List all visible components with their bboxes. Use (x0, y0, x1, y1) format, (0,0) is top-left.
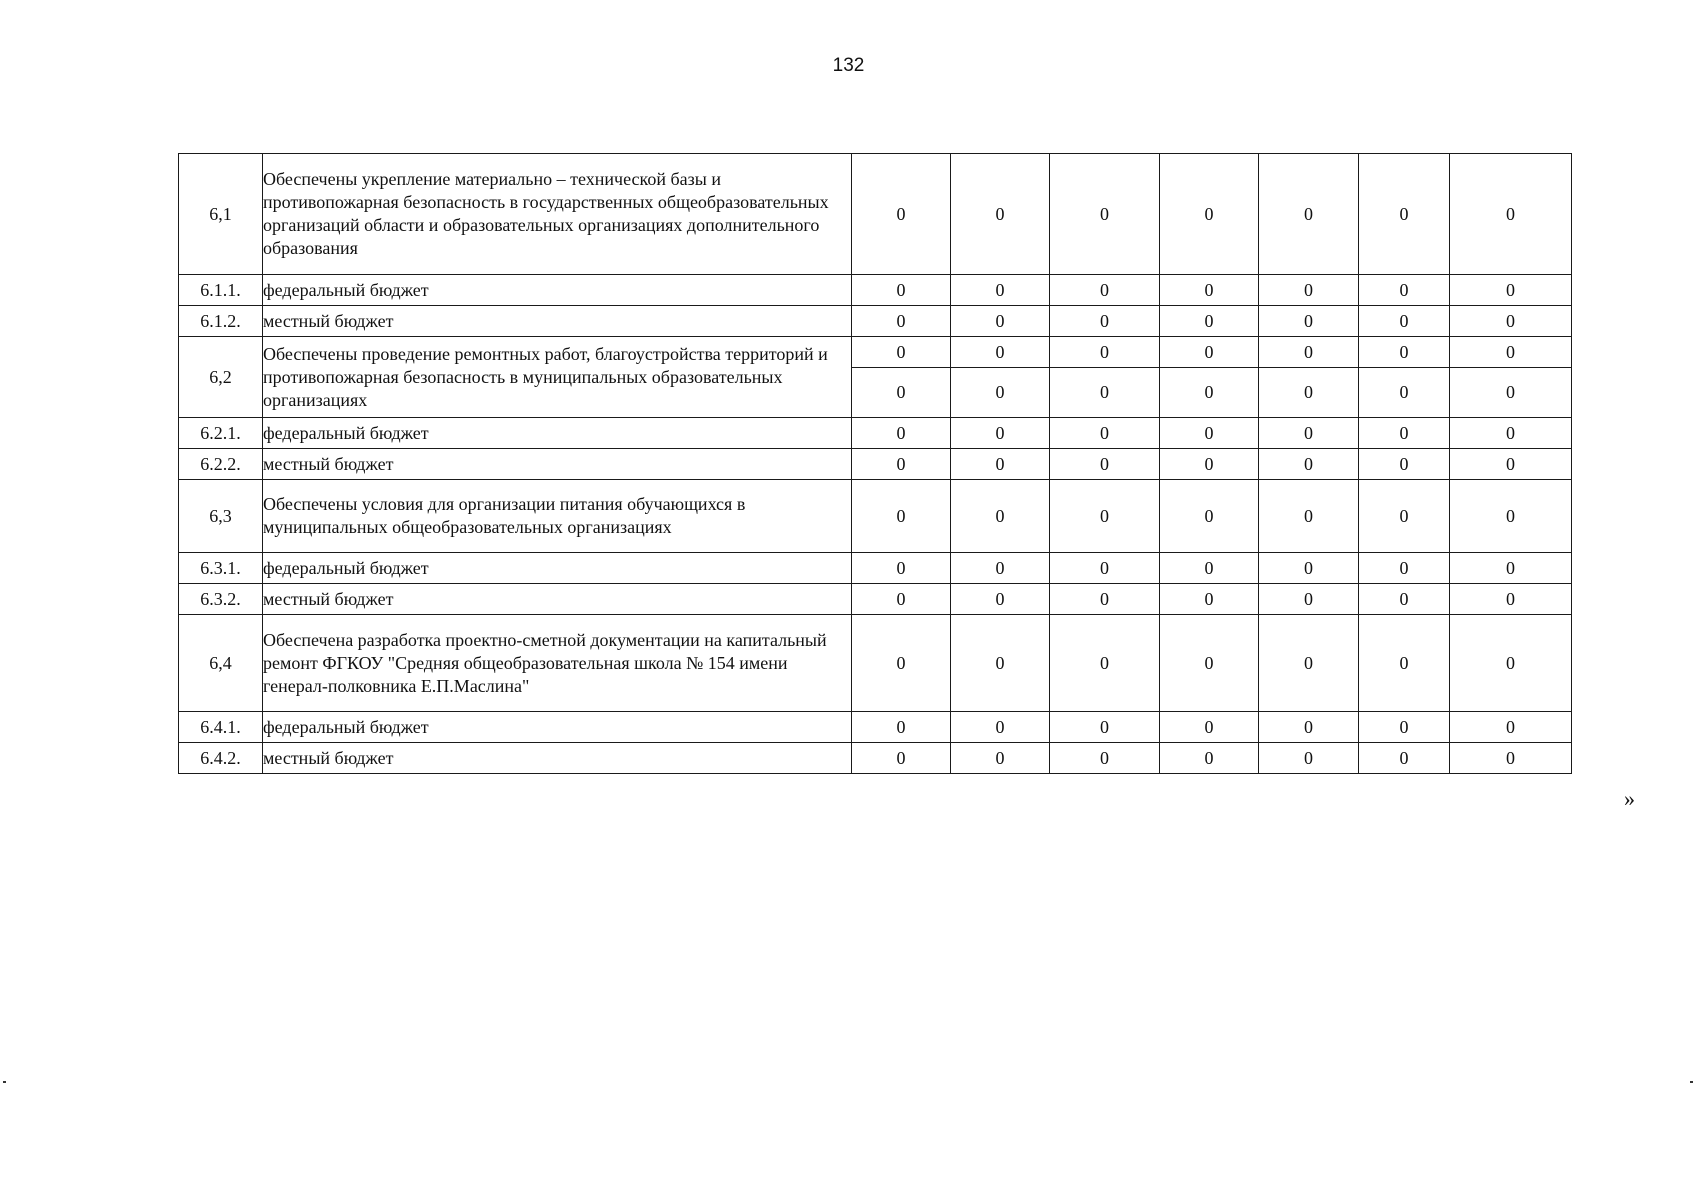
row-number: 6,3 (179, 480, 263, 553)
value-cell: 0 (1259, 712, 1359, 743)
value-cell: 0 (951, 154, 1050, 275)
value-cell: 0 (1450, 480, 1572, 553)
value-cell: 0 (1450, 154, 1572, 275)
value-cell: 0 (1450, 275, 1572, 306)
table-row (179, 337, 1572, 368)
value-cell: 0 (1450, 712, 1572, 743)
row-number: 6.4.2. (179, 743, 263, 774)
value-cell: 0 (852, 615, 951, 712)
row-number: 6.1.1. (179, 275, 263, 306)
value-cell: 0 (852, 743, 951, 774)
page-number: 132 (832, 55, 865, 76)
row-number: 6.3.2. (179, 584, 263, 615)
value-cell: 0 (1050, 449, 1160, 480)
value-cell: 0 (852, 337, 951, 368)
value-cell: 0 (1050, 275, 1160, 306)
table-body (179, 154, 1572, 774)
value-cell: 0 (1359, 480, 1450, 553)
value-cell: 0 (1160, 553, 1259, 584)
row-description: Обеспечены условия для организации питания обучающихся в муниципальных общеобразовательных организациях (263, 480, 852, 553)
value-cell: 0 (1259, 615, 1359, 712)
table-row (179, 275, 1572, 306)
value-cell: 0 (1160, 275, 1259, 306)
value-cell: 0 (852, 368, 951, 418)
value-cell: 0 (852, 449, 951, 480)
value-cell: 0 (1259, 553, 1359, 584)
table-row (179, 584, 1572, 615)
value-cell: 0 (1160, 449, 1259, 480)
value-cell: 0 (951, 584, 1050, 615)
scan-mark-left (3, 1081, 6, 1083)
table-row (179, 449, 1572, 480)
value-cell: 0 (1160, 337, 1259, 368)
value-cell: 0 (951, 337, 1050, 368)
row-description: федеральный бюджет (263, 275, 852, 306)
value-cell: 0 (1450, 743, 1572, 774)
row-number: 6,2 (179, 337, 263, 418)
value-cell: 0 (1359, 418, 1450, 449)
value-cell: 0 (1359, 712, 1450, 743)
table-row (179, 615, 1572, 712)
value-cell: 0 (1450, 306, 1572, 337)
row-description: местный бюджет (263, 584, 852, 615)
value-cell: 0 (1359, 337, 1450, 368)
value-cell: 0 (951, 418, 1050, 449)
row-number: 6.2.2. (179, 449, 263, 480)
value-cell: 0 (1050, 480, 1160, 553)
row-number: 6.1.2. (179, 306, 263, 337)
value-cell: 0 (1359, 306, 1450, 337)
value-cell: 0 (1050, 337, 1160, 368)
value-cell: 0 (1050, 712, 1160, 743)
value-cell: 0 (1050, 154, 1160, 275)
value-cell: 0 (1259, 584, 1359, 615)
value-cell: 0 (1450, 449, 1572, 480)
table-row (179, 154, 1572, 275)
value-cell: 0 (1359, 154, 1450, 275)
value-cell: 0 (951, 615, 1050, 712)
budget-table (178, 153, 1572, 774)
value-cell: 0 (1160, 368, 1259, 418)
value-cell: 0 (852, 712, 951, 743)
value-cell: 0 (1050, 584, 1160, 615)
row-description: федеральный бюджет (263, 712, 852, 743)
value-cell: 0 (852, 418, 951, 449)
value-cell: 0 (1259, 368, 1359, 418)
value-cell: 0 (1359, 275, 1450, 306)
value-cell: 0 (1050, 553, 1160, 584)
value-cell: 0 (1259, 154, 1359, 275)
value-cell: 0 (1259, 449, 1359, 480)
value-cell: 0 (951, 480, 1050, 553)
value-cell: 0 (951, 275, 1050, 306)
row-description: федеральный бюджет (263, 418, 852, 449)
value-cell: 0 (1259, 306, 1359, 337)
row-number: 6,4 (179, 615, 263, 712)
value-cell: 0 (1450, 584, 1572, 615)
table-row (179, 553, 1572, 584)
value-cell: 0 (951, 306, 1050, 337)
table-row (179, 712, 1572, 743)
value-cell: 0 (1050, 306, 1160, 337)
row-description: Обеспечены укрепление материально – технической базы и противопожарная безопасность в государственных общеобразовательных организаций области и образовательных организациях дополнительного образования (263, 154, 852, 275)
value-cell: 0 (852, 584, 951, 615)
value-cell: 0 (852, 154, 951, 275)
value-cell: 0 (1359, 743, 1450, 774)
value-cell: 0 (1450, 337, 1572, 368)
row-description: Обеспечена разработка проектно-сметной документации на капитальный ремонт ФГКОУ "Средняя общеобразовательная школа № 154 имени генерал-полковника Е.П.Маслина" (263, 615, 852, 712)
closing-quote: » (1624, 786, 1635, 811)
value-cell: 0 (951, 449, 1050, 480)
scan-mark-right (1690, 1081, 1693, 1083)
row-number: 6.3.1. (179, 553, 263, 584)
value-cell: 0 (1160, 712, 1259, 743)
table-row (179, 480, 1572, 553)
value-cell: 0 (1259, 337, 1359, 368)
value-cell: 0 (1359, 615, 1450, 712)
value-cell: 0 (852, 275, 951, 306)
row-description: местный бюджет (263, 306, 852, 337)
value-cell: 0 (1160, 615, 1259, 712)
row-number: 6.2.1. (179, 418, 263, 449)
value-cell: 0 (1160, 743, 1259, 774)
value-cell: 0 (1160, 418, 1259, 449)
row-description: Обеспечены проведение ремонтных работ, благоустройства территорий и противопожарная безопасность в муниципальных образовательных организациях (263, 337, 852, 418)
value-cell: 0 (1259, 743, 1359, 774)
value-cell: 0 (1450, 418, 1572, 449)
table-row (179, 418, 1572, 449)
value-cell: 0 (1160, 584, 1259, 615)
value-cell: 0 (1359, 368, 1450, 418)
value-cell: 0 (951, 553, 1050, 584)
row-description: местный бюджет (263, 743, 852, 774)
row-number: 6,1 (179, 154, 263, 275)
row-description: федеральный бюджет (263, 553, 852, 584)
value-cell: 0 (951, 368, 1050, 418)
value-cell: 0 (1359, 553, 1450, 584)
value-cell: 0 (1050, 368, 1160, 418)
value-cell: 0 (1160, 154, 1259, 275)
value-cell: 0 (1259, 480, 1359, 553)
value-cell: 0 (1259, 275, 1359, 306)
value-cell: 0 (1050, 743, 1160, 774)
value-cell: 0 (1359, 584, 1450, 615)
value-cell: 0 (1450, 615, 1572, 712)
value-cell: 0 (852, 306, 951, 337)
value-cell: 0 (852, 480, 951, 553)
value-cell: 0 (1050, 615, 1160, 712)
value-cell: 0 (1259, 418, 1359, 449)
value-cell: 0 (1359, 449, 1450, 480)
value-cell: 0 (1160, 306, 1259, 337)
value-cell: 0 (1050, 418, 1160, 449)
table-row (179, 306, 1572, 337)
row-number: 6.4.1. (179, 712, 263, 743)
row-description: местный бюджет (263, 449, 852, 480)
value-cell: 0 (1160, 480, 1259, 553)
table-row (179, 743, 1572, 774)
value-cell: 0 (951, 743, 1050, 774)
value-cell: 0 (852, 553, 951, 584)
value-cell: 0 (951, 712, 1050, 743)
value-cell: 0 (1450, 553, 1572, 584)
value-cell: 0 (1450, 368, 1572, 418)
